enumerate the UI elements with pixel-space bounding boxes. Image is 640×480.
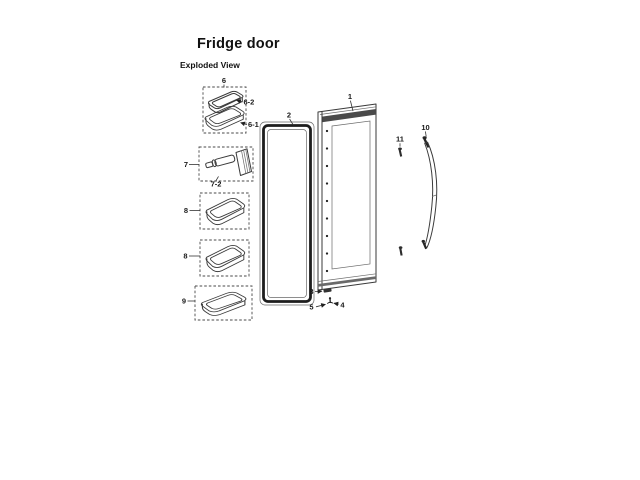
leader-5 (316, 304, 326, 306)
filter-housing (236, 149, 252, 176)
leader-4 (334, 303, 339, 304)
door-gasket (260, 111, 314, 306)
fridge-door-panel (318, 92, 376, 290)
gasket-rubber-frame (264, 126, 314, 302)
handle-bar (425, 142, 437, 248)
part-label-11: 11 (396, 134, 404, 144)
part-label-6-2: 6-2 (243, 97, 255, 107)
door-stopper-hardware (309, 287, 345, 312)
door-inner-recess (332, 121, 370, 269)
door-bin-8-lower (183, 240, 249, 276)
part-label-7-2: 7-2 (210, 179, 222, 189)
part-label-8b: 8 (183, 251, 188, 261)
part-label-8a: 8 (183, 206, 189, 215)
part-label-10: 10 (421, 123, 430, 132)
part-label-6: 6 (221, 76, 227, 85)
leader-1 (350, 101, 353, 111)
gasket-outer-line (260, 122, 314, 305)
part-label-5: 5 (309, 302, 314, 312)
exploded-view-label: Exploded View (180, 60, 240, 70)
door-shelf-holes (326, 130, 328, 272)
screw-lower (399, 246, 403, 255)
door-bin-8-upper (184, 193, 249, 229)
water-filter-cartridge (205, 155, 235, 169)
bin-8a (206, 198, 245, 224)
part-label-2: 2 (286, 110, 292, 120)
dashed-box-8b (200, 240, 249, 276)
leader-6-2 (237, 100, 243, 102)
part-label-7: 7 (183, 160, 189, 169)
part-label-6-1: 6-1 (248, 120, 259, 129)
filter-group-7 (184, 147, 253, 189)
hinge-pin-part (327, 297, 333, 304)
screw-11 (398, 148, 402, 157)
bin-lid-6-2 (208, 91, 243, 112)
bin-group-6 (203, 76, 259, 133)
dashed-box-8a (200, 193, 249, 229)
dashed-box-9 (195, 286, 252, 320)
bin-9 (201, 292, 246, 315)
part-label-1: 1 (347, 92, 353, 101)
door-bin-9 (182, 286, 252, 320)
bin-8b (206, 245, 245, 271)
part-label-9: 9 (181, 296, 187, 306)
part-label-4: 4 (340, 300, 345, 310)
page-title: Fridge door (197, 36, 280, 52)
door-handle-assembly (396, 123, 437, 256)
part-label-3: 3 (309, 287, 314, 296)
door-top-trim (322, 109, 376, 122)
gasket-inner-line (268, 130, 307, 298)
leader-10 (425, 131, 426, 136)
